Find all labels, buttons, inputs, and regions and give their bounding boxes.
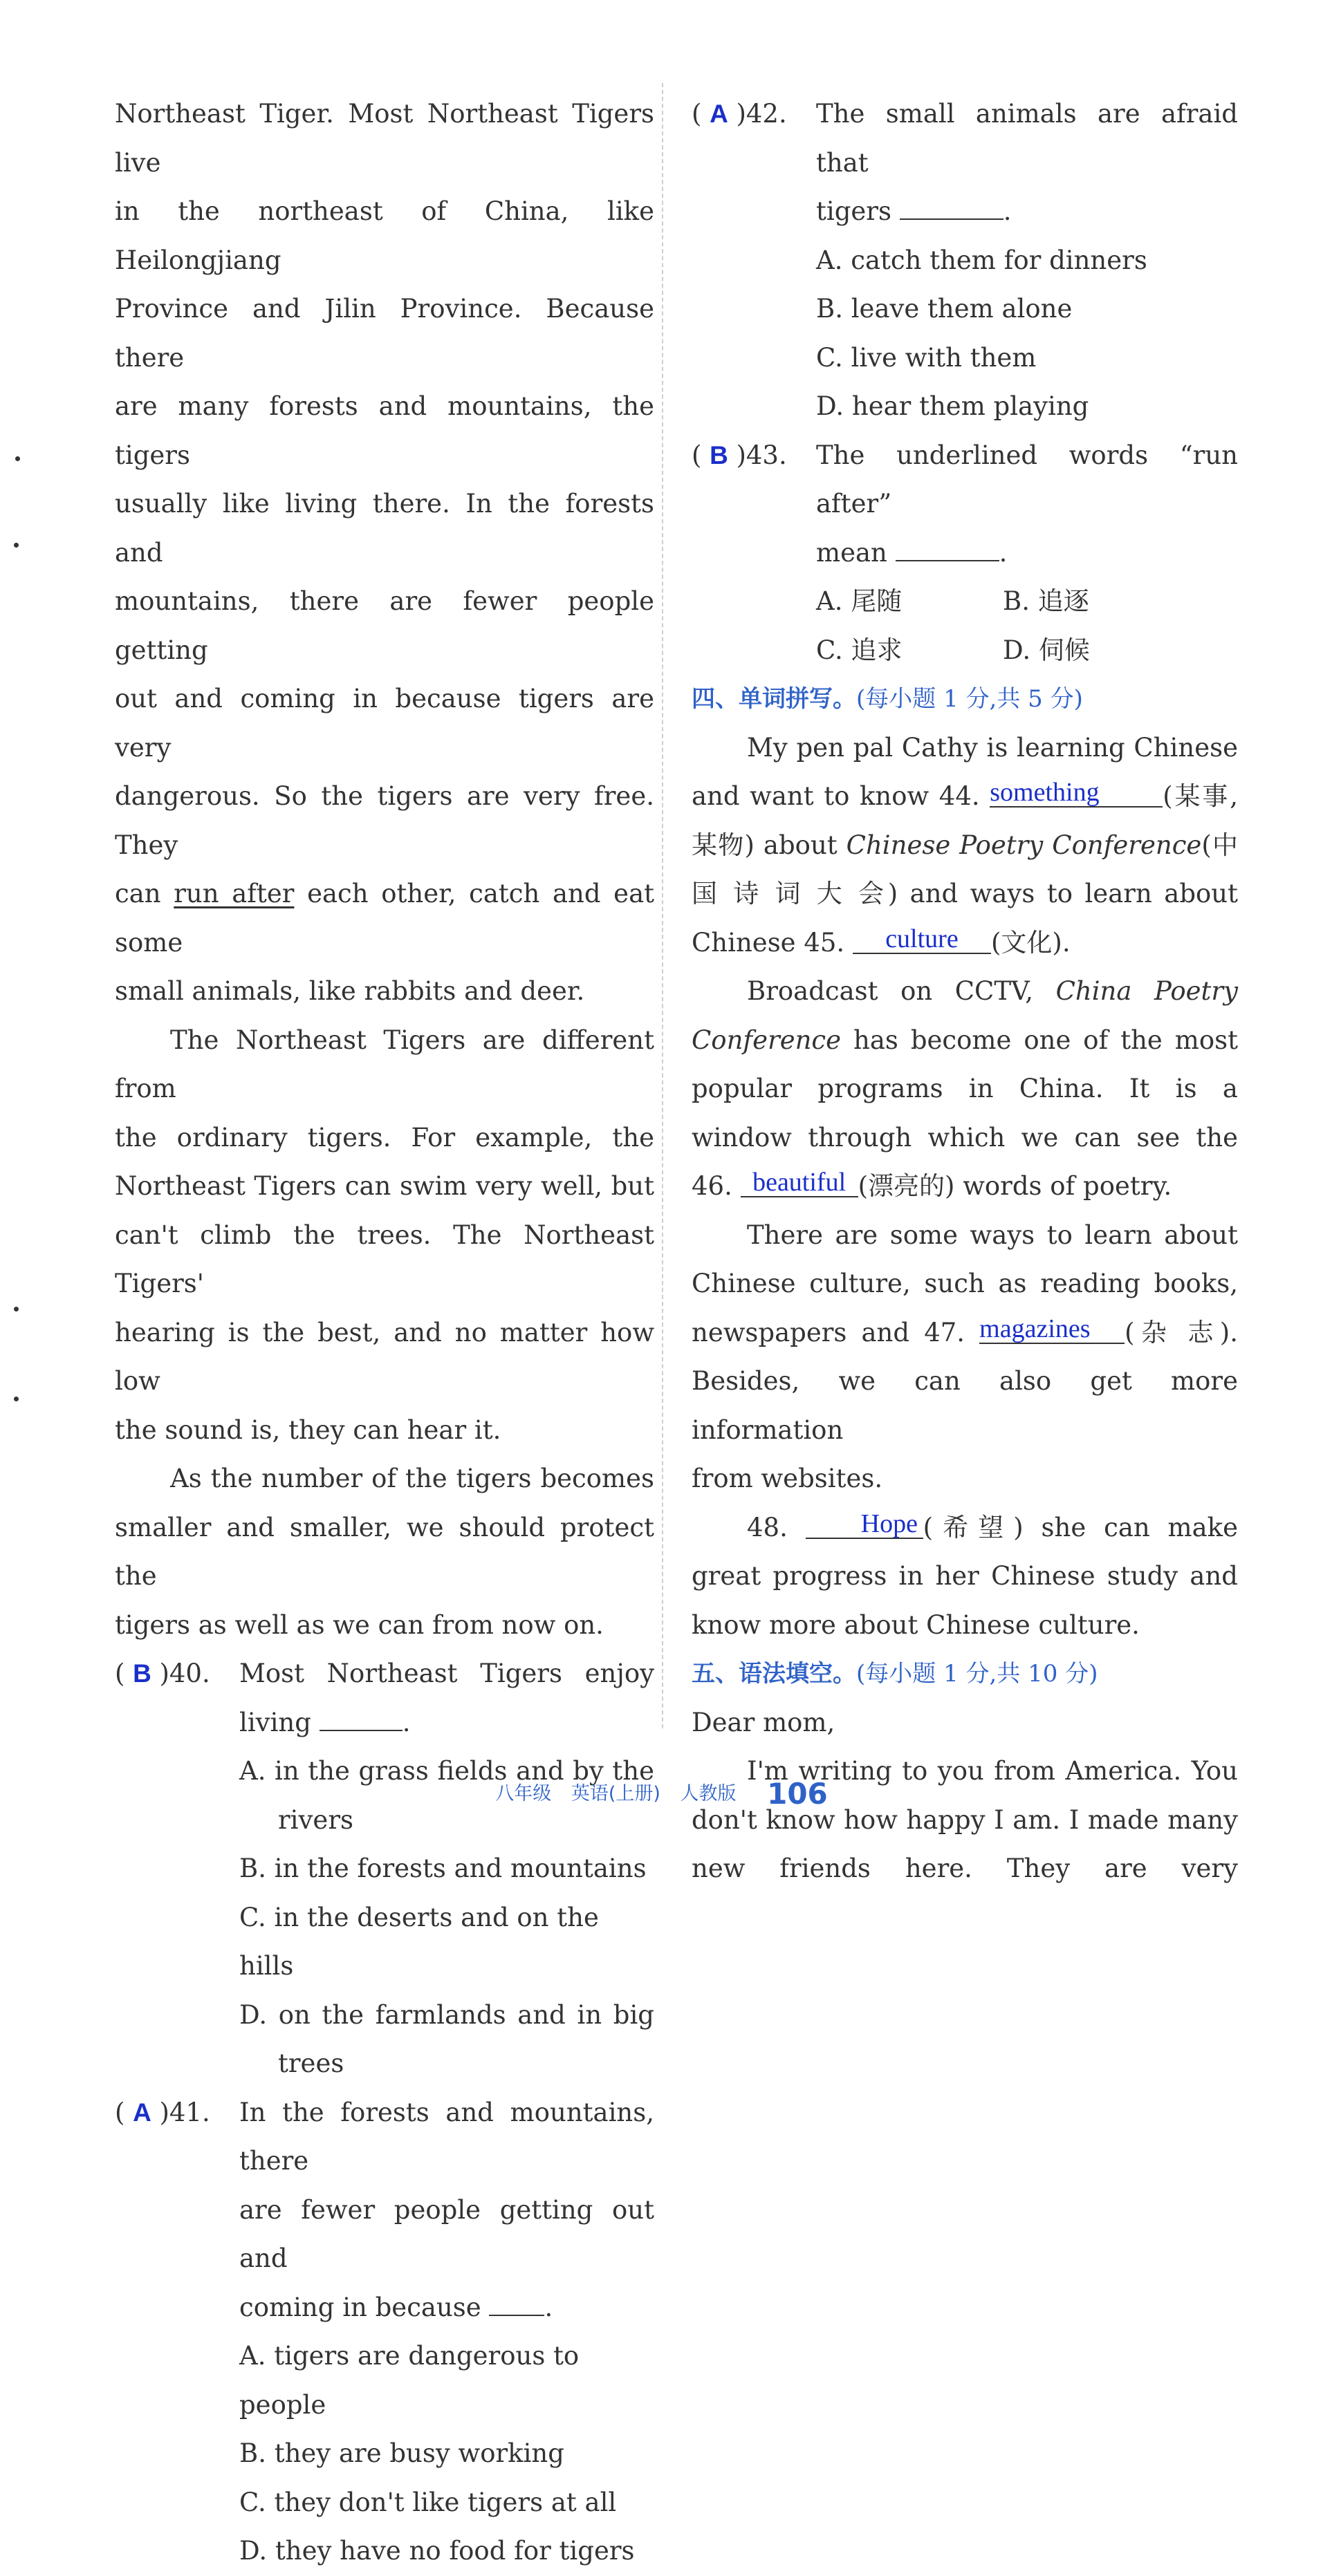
question-stem: The underlined words “run after”: [816, 440, 1238, 519]
question-40: [115, 1650, 654, 2089]
text-line: [692, 1504, 1238, 1553]
passage-line: [115, 870, 654, 967]
text: coming in because: [239, 2292, 481, 2322]
section-heading: [692, 1650, 1238, 1699]
question-stem: living .: [115, 1699, 654, 1748]
column-divider: [662, 83, 663, 1728]
text-line: 国 诗 词 大 会) and ways to learn about: [692, 879, 1238, 908]
section-4: [692, 675, 1238, 1650]
answer-blank: [900, 193, 1003, 220]
question-number: ( A )41.: [115, 2089, 239, 2186]
text: Broadcast on CCTV,: [747, 976, 1056, 1006]
option-b: B. in the forests and mountains: [239, 1854, 647, 1883]
scan-dot: [14, 1307, 19, 1312]
right-column: [692, 90, 1238, 1894]
option-a: A. 尾随: [816, 586, 903, 616]
text: tigers: [816, 196, 891, 226]
text: (杂 志).: [1125, 1317, 1238, 1347]
question-stem: mean .: [692, 529, 1238, 578]
option-a: A. in the grass fields and by the: [239, 1756, 654, 1786]
text-line: [692, 1309, 1238, 1358]
text: living: [239, 1707, 311, 1737]
answer-fill-45: culture: [853, 925, 991, 954]
scan-dot: [14, 543, 19, 548]
passage-line: The Northeast Tigers are different from: [115, 1025, 654, 1103]
question-42: [692, 90, 1238, 431]
answer-mark: A: [710, 100, 728, 128]
text: Chinese 45.: [692, 927, 845, 958]
passage-line: the ordinary tigers. For example, the: [115, 1122, 654, 1152]
text-line: from websites.: [692, 1464, 883, 1493]
option-c: C. in the deserts and on the hills: [239, 1902, 599, 1981]
question-stem: are fewer people getting out and: [239, 2194, 654, 2273]
passage-line: dangerous. So the tigers are very free. They: [115, 781, 654, 860]
passage-line: usually like living there. In the forests and: [115, 489, 654, 568]
text: mean: [816, 537, 887, 568]
option-c: C. live with them: [816, 342, 1037, 373]
text: 46.: [692, 1171, 732, 1201]
text-line: know more about Chinese culture.: [692, 1609, 1140, 1640]
text: )40.: [159, 1659, 210, 1688]
answer-blank: [896, 534, 999, 561]
heading-note: (每小题 1 分,共 10 分): [856, 1660, 1098, 1688]
answer-blank: [489, 2289, 544, 2316]
text: (某事,: [1163, 781, 1239, 811]
question-number: ( A )42.: [692, 90, 816, 187]
option-d: D. they have no food for tigers: [239, 2536, 635, 2566]
answer-mark: A: [133, 2098, 151, 2127]
text: )42.: [736, 99, 787, 129]
text: )41.: [159, 2097, 210, 2127]
text: (中: [1201, 830, 1239, 860]
page-footer: [0, 1777, 1323, 1811]
question-stem: tigers .: [692, 187, 1238, 236]
text: and want to know 44.: [692, 781, 980, 811]
question-stem: In the forests and mountains, there: [239, 2097, 654, 2176]
question-stem: Most Northeast Tigers enjoy: [239, 1659, 654, 1688]
heading-text: 四、单词拼写。: [692, 685, 856, 713]
question-stem: coming in because .: [115, 2284, 654, 2333]
passage-line: Province and Jilin Province. Because there: [115, 294, 654, 373]
text-line: window through which we can see the: [692, 1122, 1238, 1152]
text: 48.: [747, 1512, 788, 1542]
passage-line: tigers as well as we can from now on.: [115, 1609, 604, 1640]
heading-text: 五、语法填空。: [692, 1660, 856, 1688]
passage-line: smaller and smaller, we should protect the: [115, 1512, 654, 1591]
left-column: [115, 90, 654, 2576]
answer-fill-48: Hope: [806, 1510, 923, 1539]
text-line: [692, 967, 1238, 1016]
text: has become one of the most: [841, 1025, 1238, 1055]
option-c: C. they don't like tigers at all: [239, 2487, 617, 2517]
text: (希望) she can make: [923, 1512, 1238, 1542]
scan-dot: [15, 456, 20, 461]
passage-line: out and coming in because tigers are very: [115, 684, 654, 763]
text-line: Besides, we can also get more information: [692, 1366, 1238, 1445]
options-row: [692, 577, 1238, 626]
footer-grade: 八年级: [495, 1783, 552, 1804]
section-5: [692, 1650, 1238, 1894]
letter-greeting: Dear mom,: [692, 1707, 835, 1737]
text: newspapers and 47.: [692, 1317, 965, 1347]
page-number: 106: [767, 1777, 828, 1811]
text-line: My pen pal Cathy is learning Chinese: [747, 732, 1238, 763]
italic-title: Chinese Poetry Conference: [846, 830, 1202, 860]
option-d: D. 伺候: [1003, 635, 1090, 665]
text-line: [692, 772, 1238, 821]
answer-fill-44: something: [990, 778, 1163, 808]
text-line: [692, 1016, 1238, 1065]
text: )43.: [736, 440, 787, 470]
option-b: B. they are busy working: [239, 2438, 564, 2468]
underlined-phrase: run after: [174, 879, 295, 908]
scan-dot: [14, 1397, 19, 1401]
text: 某物) about: [692, 830, 846, 860]
text-line: [692, 821, 1238, 870]
text-line: don't know how happy I am. I made many: [692, 1804, 1238, 1835]
answer-fill-47: magazines: [979, 1315, 1125, 1344]
text-line: [692, 1162, 1238, 1211]
option-a: A. tigers are dangerous to people: [239, 2341, 580, 2420]
passage-line: Northeast Tiger. Most Northeast Tigers live: [115, 99, 654, 178]
text: each other, catch and eat some: [115, 879, 654, 958]
passage-line: can't climb the trees. The Northeast Tigers': [115, 1220, 654, 1298]
heading-note: (每小题 1 分,共 5 分): [856, 685, 1083, 713]
footer-edition: 人教版: [680, 1783, 737, 1804]
option-d: D. on the farmlands and in big: [239, 1999, 654, 2030]
answer-mark: B: [710, 440, 728, 469]
option-c: C. 追求: [816, 635, 903, 665]
text: can: [115, 879, 174, 908]
text-line: [692, 919, 1238, 968]
question-stem: The small animals are afraid that: [816, 99, 1238, 178]
passage-line: mountains, there are fewer people getting: [115, 586, 654, 665]
text-line: There are some ways to learn about: [747, 1220, 1238, 1250]
text-line: Chinese culture, such as reading books,: [692, 1269, 1238, 1298]
passage-line: As the number of the tigers becomes: [170, 1464, 654, 1493]
passage-line: in the northeast of China, like Heilongjiang: [115, 196, 654, 275]
reading-passage: [115, 90, 654, 1650]
question-number: ( B )43.: [692, 431, 816, 529]
answer-blank: [320, 1704, 403, 1731]
text-line: great progress in her Chinese study and: [692, 1561, 1238, 1591]
answer-mark: B: [133, 1659, 151, 1688]
section-heading: [692, 675, 1238, 724]
passage-line: are many forests and mountains, the tigers: [115, 391, 654, 470]
italic-title: China Poetry: [1055, 976, 1238, 1006]
option-a: A. catch them for dinners: [816, 245, 1147, 275]
text-line: popular programs in China. It is a: [692, 1074, 1238, 1103]
answer-fill-46: beautiful: [741, 1168, 858, 1197]
option-a-cont: rivers: [278, 1804, 353, 1835]
options-row: [692, 626, 1238, 675]
option-d-cont: trees: [278, 2048, 344, 2078]
text-line: new friends here. They are very: [692, 1854, 1238, 1883]
text: (文化).: [990, 927, 1071, 958]
passage-line: Northeast Tigers can swim very well, but: [115, 1171, 654, 1201]
question-43: [692, 431, 1238, 675]
passage-line: the sound is, they can hear it.: [115, 1415, 501, 1445]
question-number: ( B )40.: [115, 1650, 239, 1699]
italic-title: Conference: [692, 1025, 842, 1055]
passage-line: hearing is the best, and no matter how low: [115, 1317, 654, 1396]
option-b: B. leave them alone: [816, 294, 1073, 324]
text-line: I'm writing to you from America. You: [747, 1756, 1238, 1786]
option-d: D. hear them playing: [816, 391, 1089, 421]
option-b: B. 追逐: [1003, 586, 1089, 616]
footer-subject: 英语(上册): [571, 1783, 660, 1804]
question-41: [115, 2089, 654, 2576]
text: (漂亮的) words of poetry.: [858, 1171, 1172, 1201]
passage-line: small animals, like rabbits and deer.: [115, 976, 585, 1006]
